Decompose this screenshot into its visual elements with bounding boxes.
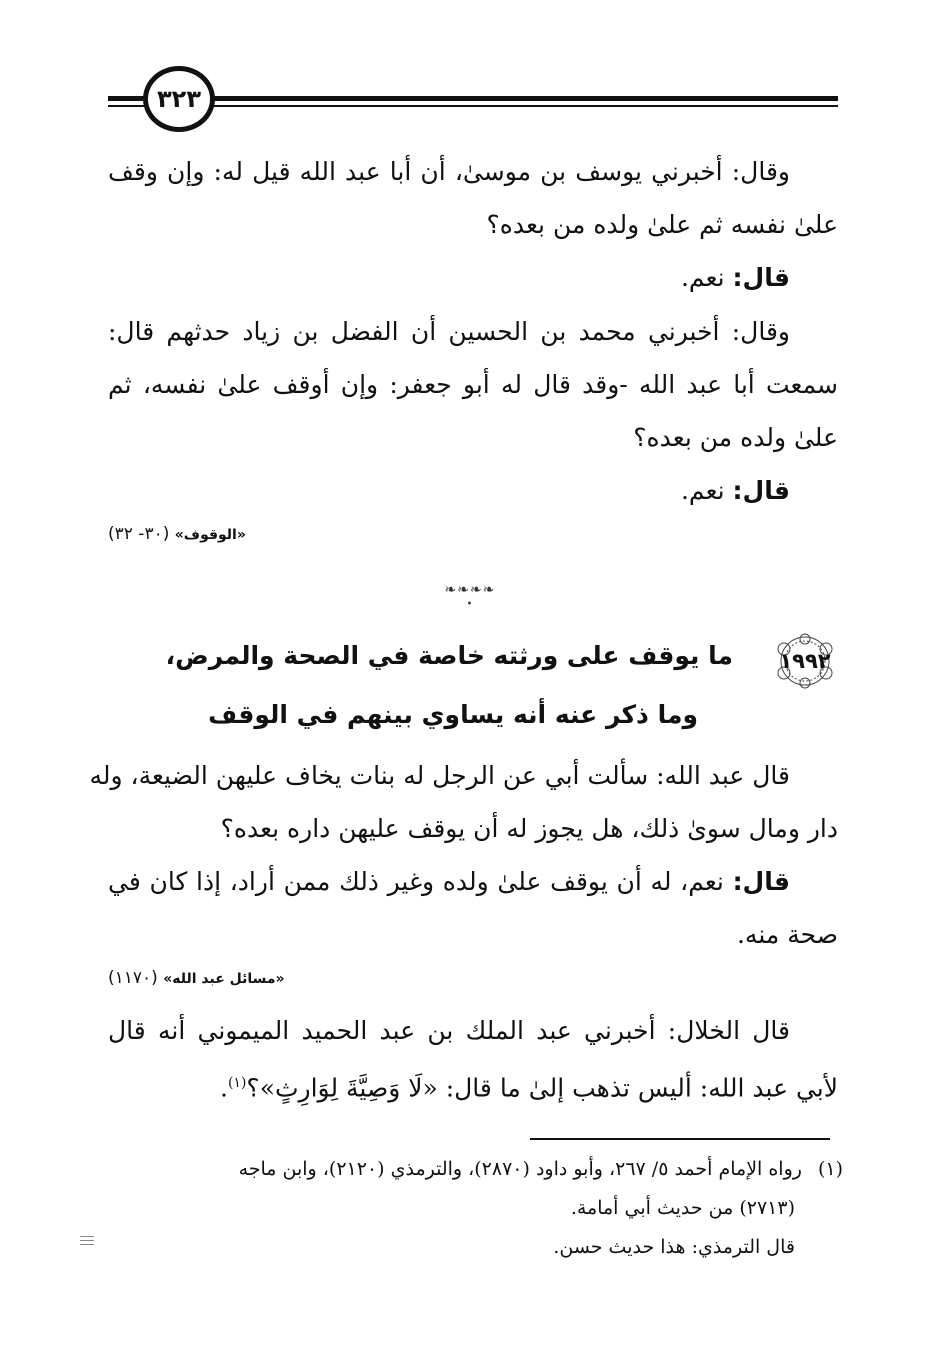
paragraph-4-line-2 — [108, 1057, 838, 1110]
section-divider-ornament — [395, 582, 545, 612]
answer-1 — [108, 251, 838, 304]
paragraph-3-line-1: قال عبد الله: سألت أبي عن الرجل له بنات يخاف عليهن الضيعة، وله — [89, 761, 790, 790]
footnote-1-text-1: رواه الإمام أحمد ٥/ ٢٦٧، وأبو داود (٢٨٧٠)، والترمذي (٢١٢٠)، وابن ماجه — [238, 1158, 802, 1180]
source-2-ref: (١١٧٠) — [108, 968, 158, 988]
paragraph-1-line-2: علىٰ نفسه ثم علىٰ ولده من بعده؟ — [486, 210, 838, 239]
answer-3-text-1: نعم، له أن يوقف علىٰ ولده وغير ذلك ممن أراد، إذا كان في — [108, 867, 724, 896]
header-rule-thin — [108, 105, 838, 107]
paragraph-4-line-1: قال الخلال: أخبرني عبد الملك بن عبد الحميد الميموني أنه قال — [108, 1016, 790, 1045]
answer-3-label: قال: — [732, 867, 791, 896]
footnote-1-line-2: (٢٧١٣) من حديث أبي أمامة. — [570, 1197, 795, 1219]
paragraph-2-line-1: وقال: أخبرني محمد بن الحسين أن الفضل بن زياد حدثهم قال: — [108, 317, 790, 346]
answer-1-text: نعم. — [680, 263, 725, 292]
footnote-1-line-1 — [108, 1150, 843, 1189]
paragraph-2-line-2: سمعت أبا عبد الله -وقد قال له أبو جعفر: وإن أوقف علىٰ نفسه، ثم — [108, 370, 838, 399]
answer-3-text-2: صحة منه. — [736, 920, 838, 949]
paragraph-2 — [108, 305, 838, 517]
footnote-1-line-3: قال الترمذي: هذا حديث حسن. — [553, 1236, 795, 1258]
header-rule-thick — [108, 96, 838, 101]
footnotes — [108, 1150, 843, 1267]
paragraph-2-line-3: علىٰ ولده من بعده؟ — [633, 423, 838, 452]
source-1-title: «الوقوف» — [174, 527, 246, 543]
source-1-ref: (٣٠- ٣٢) — [108, 524, 170, 544]
paragraph-3 — [89, 749, 838, 961]
paragraph-3-line-2: دار ومال سوىٰ ذلك، هل يجوز له أن يوقف عليهن داره بعده؟ — [220, 814, 838, 843]
source-citation-1 — [108, 524, 838, 544]
answer-3 — [108, 855, 838, 908]
answer-1-label: قال: — [732, 263, 790, 292]
chapter-title-line-2: وما ذكر عنه أنه يساوي بينهم في الوقف — [208, 700, 698, 729]
margin-mark — [80, 1236, 94, 1248]
source-2-title: «مسائل عبد الله» — [163, 971, 285, 987]
footnote-separator — [530, 1138, 830, 1140]
paragraph-4 — [108, 1004, 838, 1110]
footnote-marker[interactable]: (١) — [227, 1075, 247, 1091]
answer-2-label: قال: — [732, 476, 790, 505]
chapter-number-badge — [770, 633, 840, 689]
source-citation-2 — [108, 968, 838, 988]
chapter-title-line-1: ما يوقف على ورثته خاصة في الصحة والمرض، — [165, 641, 733, 670]
footnote-number: (١) — [817, 1158, 843, 1180]
paragraph-1 — [108, 145, 838, 304]
ornament-glyphs: ❧❧❧❧ — [444, 582, 496, 598]
paragraph-4-line-2-text: لأبي عبد الله: أليس تذهب إلىٰ ما قال: «لَا وَصِيَّةَ لِوَارِثٍ»؟ — [246, 1073, 838, 1103]
ornament-dot: • — [466, 599, 474, 610]
answer-2 — [108, 464, 838, 517]
paragraph-4-tail: . — [220, 1073, 228, 1103]
page-number: ٣٢٣ — [143, 66, 215, 132]
answer-2-text: نعم. — [680, 476, 725, 505]
chapter-number: ١٩٩٢ — [779, 649, 831, 673]
paragraph-1-line-1: وقال: أخبرني يوسف بن موسىٰ، أن أبا عبد الله قيل له: وإن وقف — [108, 157, 790, 186]
